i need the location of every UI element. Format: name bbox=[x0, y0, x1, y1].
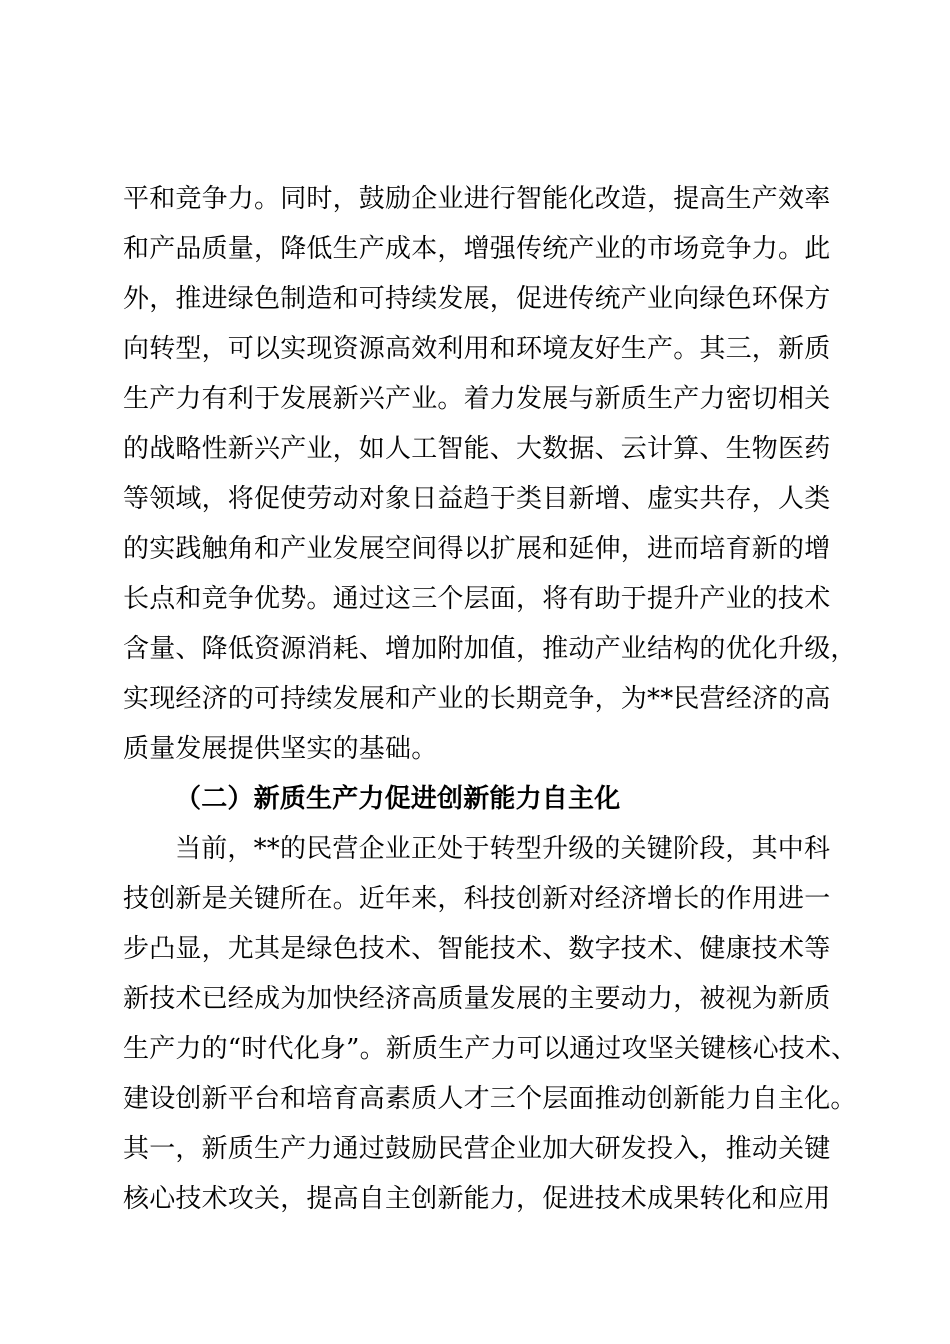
paragraph-line: 建设创新平台和培育高素质人才三个层面推动创新能力自主化。 bbox=[123, 1084, 857, 1114]
paragraph-line: 外，推进绿色制造和可持续发展，促进传统产业向绿色环保方 bbox=[123, 284, 831, 314]
paragraph-line: 的实践触角和产业发展空间得以扩展和延伸，进而培育新的增 bbox=[123, 534, 831, 564]
paragraph-line: 长点和竞争优势。通过这三个层面，将有助于提升产业的技术 bbox=[123, 584, 831, 614]
body-text bbox=[123, 174, 858, 1224]
paragraph-line: 含量、降低资源消耗、增加附加值，推动产业结构的优化升级， bbox=[123, 634, 857, 664]
paragraph-line: 技创新是关键所在。近年来，科技创新对经济增长的作用进一 bbox=[123, 884, 831, 914]
paragraph-first-line: 当前，**的民营企业正处于转型升级的关键阶段，其中科 bbox=[175, 834, 831, 864]
paragraph-line: 步凸显，尤其是绿色技术、智能技术、数字技术、健康技术等 bbox=[123, 934, 831, 964]
paragraph-line: 生产力的“时代化身”。新质生产力可以通过攻坚关键核心技术、 bbox=[123, 1034, 858, 1064]
paragraph-line: 等领域，将促使劳动对象日益趋于类目新增、虚实共存，人类 bbox=[123, 484, 831, 514]
paragraph-line: 核心技术攻关，提高自主创新能力，促进技术成果转化和应用 bbox=[123, 1184, 831, 1214]
paragraph-line: 新技术已经成为加快经济高质量发展的主要动力，被视为新质 bbox=[123, 984, 831, 1014]
paragraph-line: 向转型，可以实现资源高效利用和环境友好生产。其三，新质 bbox=[123, 334, 831, 364]
paragraph-line: 和产品质量，降低生产成本，增强传统产业的市场竞争力。此 bbox=[123, 234, 831, 264]
paragraph-line: 实现经济的可持续发展和产业的长期竞争，为**民营经济的高 bbox=[123, 684, 831, 714]
paragraph-line: 平和竞争力。同时，鼓励企业进行智能化改造，提高生产效率 bbox=[123, 184, 831, 214]
paragraph-line: 的战略性新兴产业，如人工智能、大数据、云计算、生物医药 bbox=[123, 434, 831, 464]
section-heading: （二）新质生产力促进创新能力自主化 bbox=[175, 784, 621, 814]
paragraph-line: 质量发展提供坚实的基础。 bbox=[123, 734, 438, 764]
paragraph-line: 生产力有利于发展新兴产业。着力发展与新质生产力密切相关 bbox=[123, 384, 831, 414]
paragraph-line: 其一，新质生产力通过鼓励民营企业加大研发投入，推动关键 bbox=[123, 1134, 831, 1164]
